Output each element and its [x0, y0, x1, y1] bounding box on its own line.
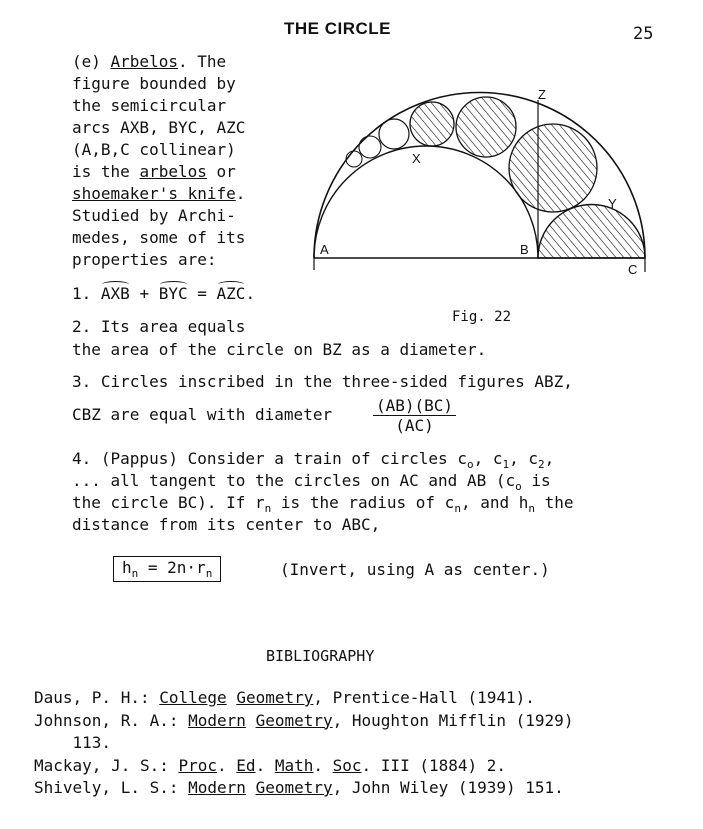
intro-line-8: Studied by Archi-	[72, 206, 236, 225]
underlined-term: Geometry	[255, 778, 333, 797]
arbelos-figure	[300, 80, 660, 280]
chain-circle-3	[379, 119, 409, 149]
property-1	[72, 284, 255, 303]
arc-byc: BYC	[158, 284, 188, 303]
label-a: A	[320, 242, 329, 257]
intro-line-3: the semicircular	[72, 96, 227, 115]
property-4-line-1: 4. (Pappus) Consider a train of circles $c_o$, $c_1$, $c_2$,	[72, 449, 555, 471]
bibliography-entry-line-4: Mackay, J. S.: Proc. Ed. Math. Soc. III (1884) 2.	[34, 755, 507, 775]
fraction-denominator: (AC)	[395, 416, 434, 435]
period: .	[245, 284, 256, 303]
diameter-fraction	[373, 396, 456, 435]
plus-sign: +	[129, 284, 159, 303]
figure-caption: Fig. 22	[452, 309, 512, 325]
property-1-number: 1.	[72, 284, 101, 303]
inversion-hint: (Invert, using A as center.)	[280, 560, 550, 579]
arc-axb: AXB	[100, 284, 130, 303]
bibliography-heading: BIBLIOGRAPHY	[266, 647, 375, 665]
underlined-term: College	[159, 688, 227, 707]
intro-line-9: medes, some of its	[72, 228, 246, 247]
equals-sign: =	[187, 284, 217, 303]
underlined-term: Ed	[236, 755, 256, 775]
label-x: X	[412, 151, 421, 166]
fraction-numerator: (AB)(BC)	[373, 396, 456, 416]
bibliography-entry-line-1: Daus, P. H.: College Geometry, Prentice-Hall (1941).	[34, 688, 535, 707]
underlined-term: Modern	[188, 778, 246, 797]
chain-circle-5	[346, 151, 362, 167]
underlined-term: shoemaker's knife	[72, 184, 236, 203]
intro-line-5: (A,B,C collinear)	[72, 140, 236, 159]
arc-axb-shape	[314, 146, 538, 258]
underlined-term: arbelos	[139, 162, 207, 181]
intro-line-2: figure bounded by	[72, 74, 236, 93]
property-4-line-4: distance from its center to ABC,	[72, 515, 381, 534]
chain-circle-4	[359, 136, 381, 158]
label-y: Y	[608, 196, 617, 211]
page-title: THE CIRCLE	[284, 19, 391, 38]
bibliography-entry-line-2: Johnson, R. A.: Modern Geometry, Houghton Mifflin (1929)	[34, 710, 574, 730]
property-3-line-2: CBZ are equal with diameter	[72, 405, 333, 424]
page-number: 25	[633, 24, 654, 44]
chain-circle-1	[456, 97, 516, 157]
property-4-line-3: the circle BC). If $r_n$ is the radius of $c_n$, and $h_n$ the	[72, 493, 574, 515]
bibliography-entry-line-3: 113.	[34, 733, 112, 752]
underlined-term: Modern	[188, 710, 246, 730]
chain-circle-0	[509, 124, 597, 212]
intro-line-4: arcs AXB, BYC, AZC	[72, 118, 246, 137]
underlined-term: Proc	[178, 755, 218, 775]
property-4-line-2: ... all tangent to the circles on AC and AB ($c_o$ is	[72, 471, 551, 493]
underlined-term: Geometry	[236, 688, 314, 707]
arc-azc: AZC	[216, 284, 246, 303]
intro-line-7: shoemaker's knife.	[72, 184, 246, 203]
property-2-line-1: 2. Its area equals	[72, 317, 246, 336]
property-3-line-1: 3. Circles inscribed in the three-sided figures ABZ,	[72, 372, 573, 391]
bibliography-entry-line-5: Shively, L. S.: Modern Geometry, John Wiley (1939) 151.	[34, 778, 564, 797]
intro-line-1: (e) Arbelos. The	[72, 52, 227, 71]
underlined-term: Arbelos	[110, 52, 178, 71]
underlined-term: Geometry	[255, 710, 333, 730]
property-2-line-2: the area of the circle on BZ as a diameter.	[72, 340, 487, 359]
pappus-formula-box: $h_n = 2n\cdot r_n$	[113, 556, 221, 582]
label-c: C	[628, 262, 638, 277]
underlined-term: Soc	[332, 755, 362, 775]
chain-circle-2	[410, 102, 454, 146]
intro-line-6: is the arbelos or	[72, 162, 236, 181]
label-z: Z	[538, 87, 546, 102]
intro-line-10: properties are:	[72, 250, 217, 269]
label-b: B	[520, 242, 529, 257]
underlined-term: Math	[274, 755, 314, 775]
